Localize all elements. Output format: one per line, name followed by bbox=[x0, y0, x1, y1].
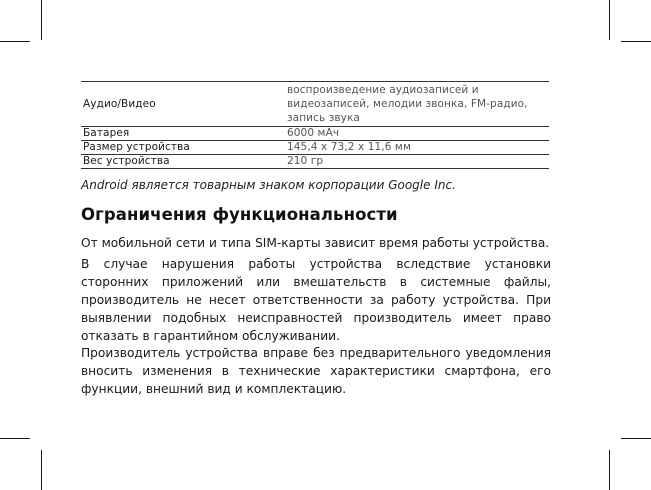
spec-label: Батарея bbox=[81, 127, 283, 141]
trademark-note: Android является товарным знаком корпорации Google Inc. bbox=[81, 178, 456, 192]
crop-mark bbox=[41, 0, 42, 40]
crop-mark bbox=[0, 438, 30, 439]
table-row bbox=[81, 82, 549, 127]
paragraph: Производитель устройства вправе без предварительного уведомления вносить изменения в технические характеристики смартфона, его функции, внешний вид и комплектацию. bbox=[81, 346, 551, 396]
spec-value: воспроизведение аудиозаписей и видеозаписей, мелодии звонка, FM-радио, запись звука bbox=[283, 82, 549, 127]
spec-label: Вес устройства bbox=[81, 155, 283, 169]
spec-label: Аудио/Видео bbox=[81, 82, 283, 127]
table-row bbox=[81, 155, 549, 169]
crop-mark bbox=[0, 41, 30, 42]
crop-mark bbox=[621, 41, 651, 42]
crop-mark bbox=[609, 450, 610, 490]
section-heading: Ограничения функциональности bbox=[81, 205, 398, 224]
page-content bbox=[81, 81, 551, 396]
crop-mark bbox=[621, 438, 651, 439]
crop-mark bbox=[609, 0, 610, 40]
spec-value: 145,4 x 73,2 x 11,6 мм bbox=[283, 141, 549, 155]
specs-table bbox=[81, 81, 549, 169]
table-row bbox=[81, 127, 549, 141]
paragraph: От мобильной сети и типа SIM-карты зависит время работы устройства. bbox=[81, 236, 550, 250]
table-row bbox=[81, 141, 549, 155]
spec-value: 210 гр bbox=[283, 155, 549, 169]
paragraph: В случае нарушения работы устройства вследствие установки сторонних приложений или вмешательств в системные файлы, производитель не несет ответственности за работу устройства. При выявлении подобных неисправностей производитель имеет право отказать в гарантийном обслуживании. bbox=[81, 257, 551, 343]
crop-mark bbox=[41, 450, 42, 490]
spec-value: 6000 мАч bbox=[283, 127, 549, 141]
spec-label: Размер устройства bbox=[81, 141, 283, 155]
